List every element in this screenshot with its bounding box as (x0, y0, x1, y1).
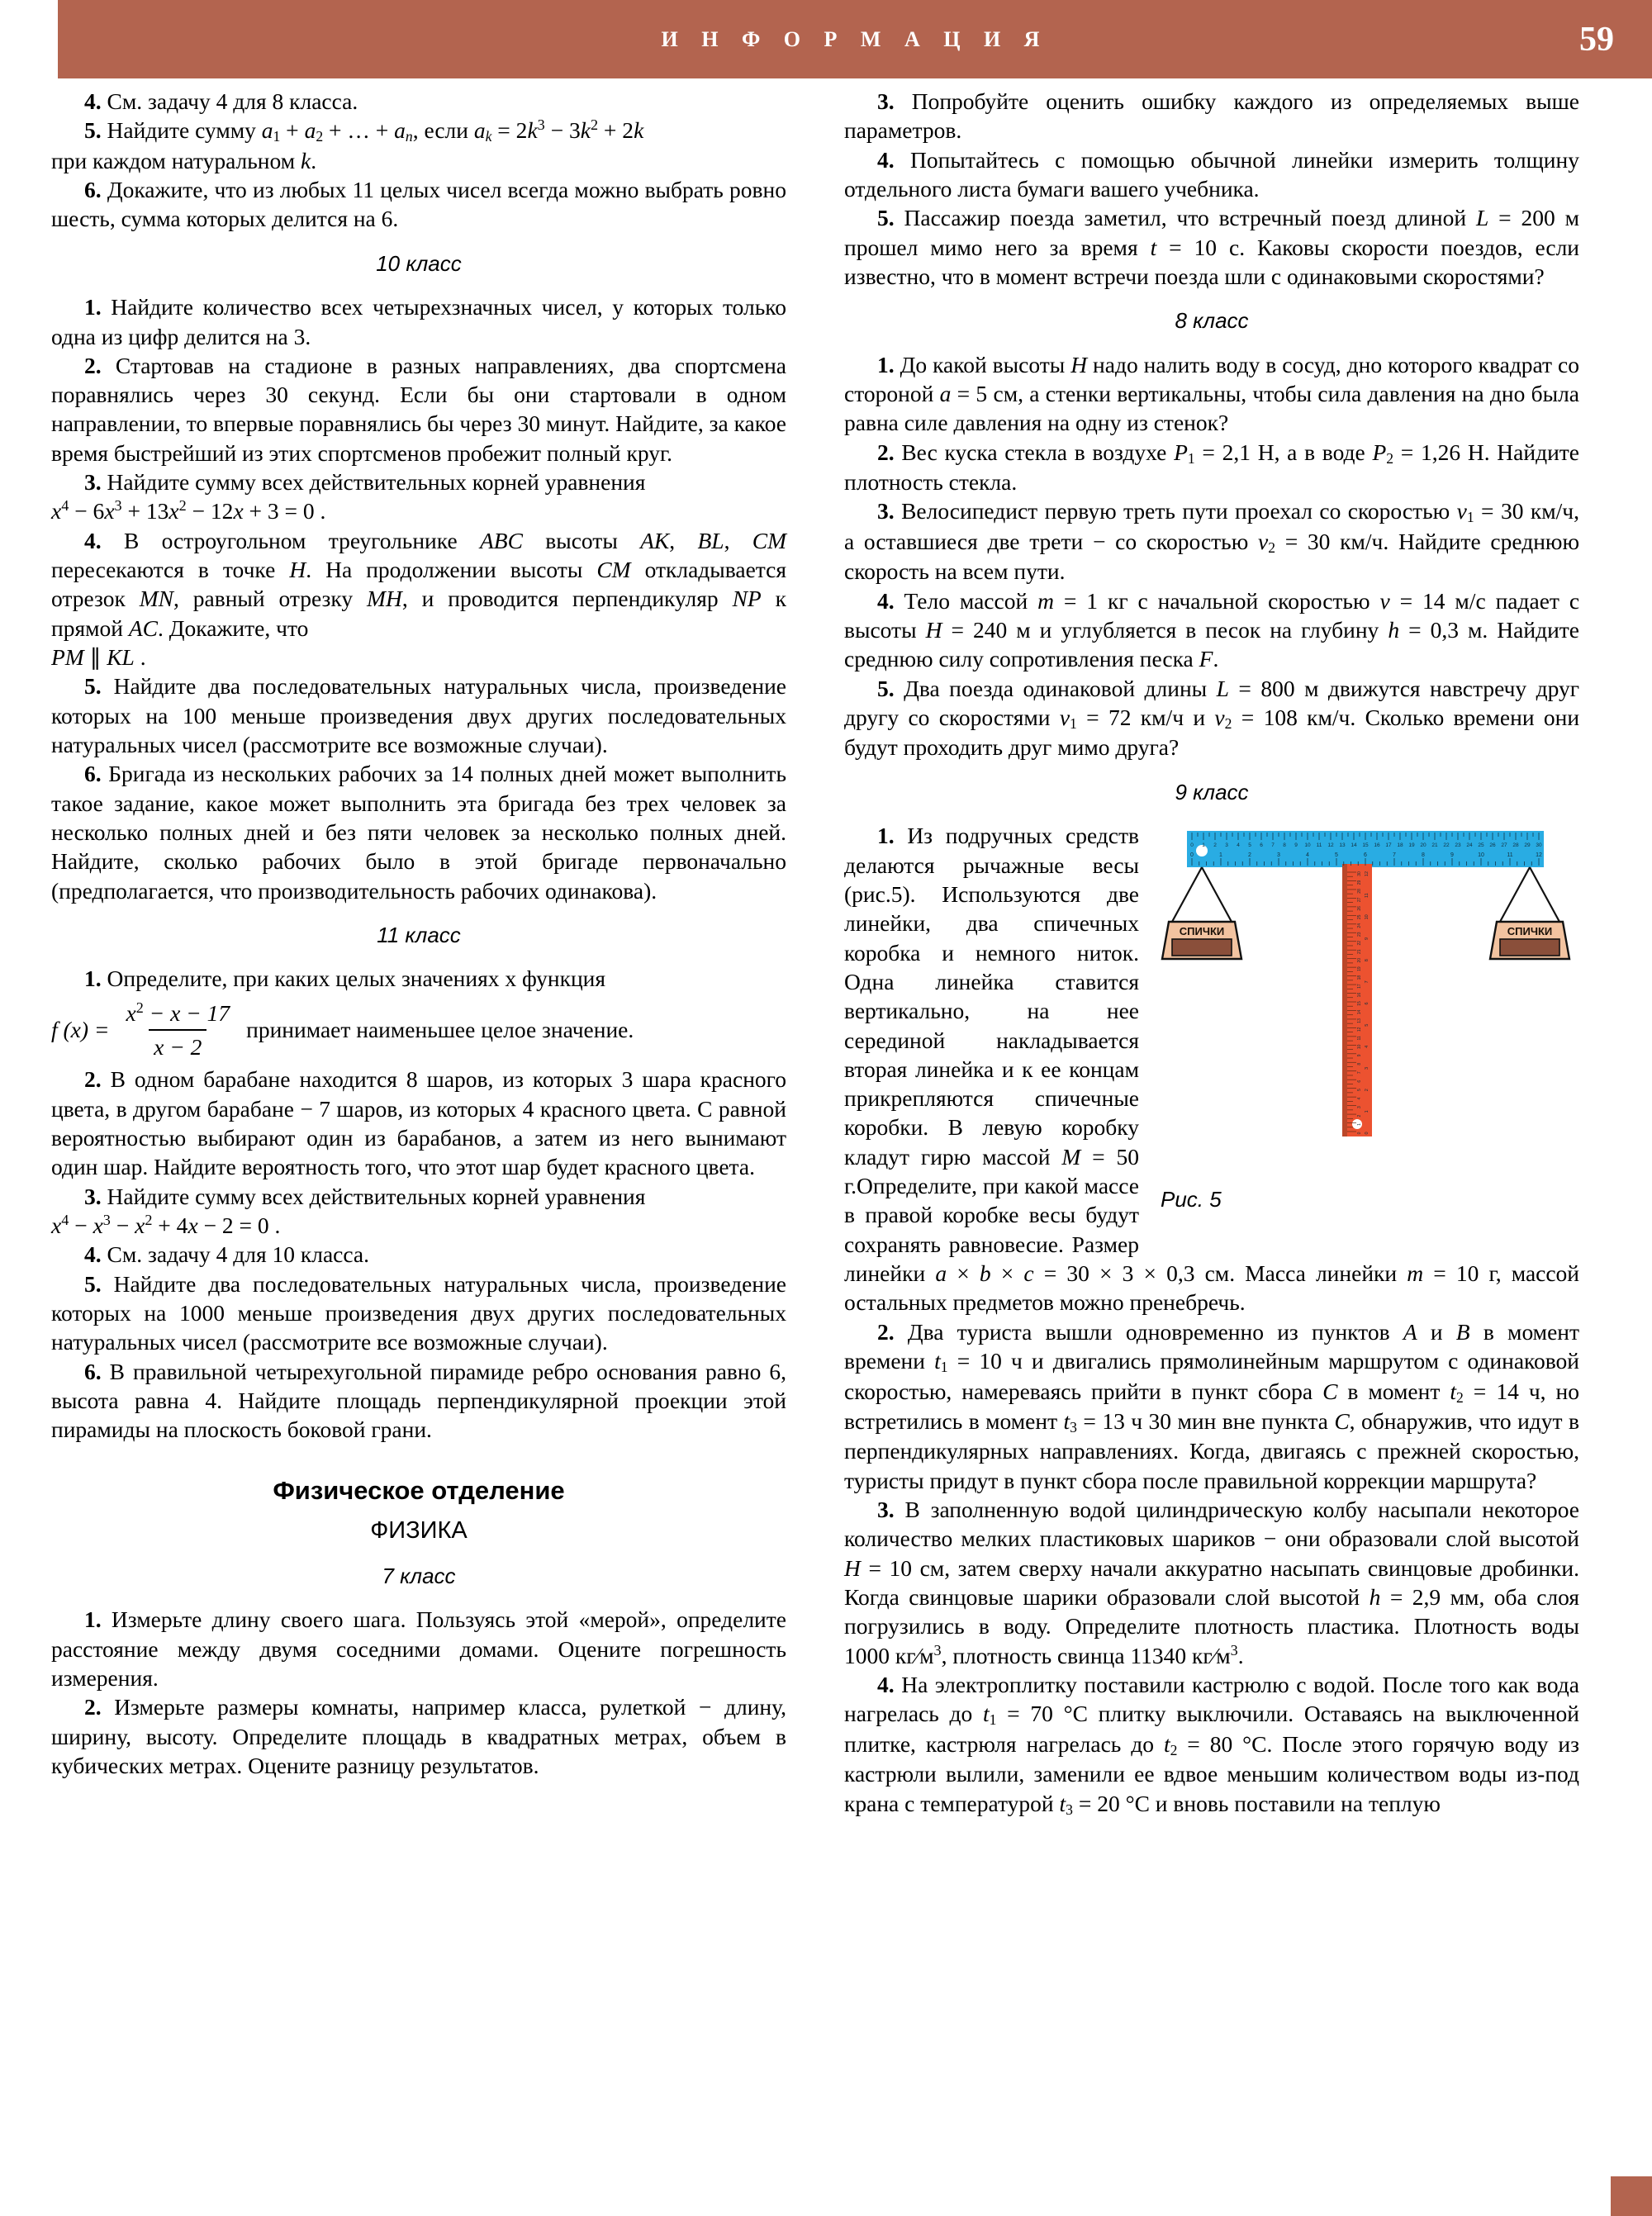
math-value: L = 800 (1216, 675, 1295, 701)
problem-text: ч и двигались прямолинейным маршрутом с одинаковой скоростью, намереваясь прийти в пункт сбора C в момент (844, 1348, 1580, 1404)
problem-text: Пассажир поезда заметил, что встречный поезд длиной (904, 205, 1467, 231)
svg-text:12: 12 (1536, 852, 1542, 859)
problem-item (844, 145, 1579, 204)
math-value: $v_1 = 30$ км/ч (1456, 498, 1574, 526)
svg-text:0: 0 (1190, 852, 1194, 859)
svg-text:27: 27 (1357, 897, 1362, 903)
svg-text:14: 14 (1351, 842, 1357, 849)
svg-text:25: 25 (1357, 914, 1362, 920)
problem-item (844, 1317, 1579, 1495)
svg-text:17: 17 (1385, 842, 1392, 849)
svg-text:15: 15 (1362, 842, 1369, 849)
math-value: M = 50 (1061, 1143, 1140, 1170)
math-expression: $a_k = 2k^3 - 3k^2 + 2k$ (473, 116, 644, 145)
math-value: m = 10 (1407, 1260, 1479, 1287)
problem-item (844, 1670, 1579, 1819)
problem-text: До какой высоты H надо налить воду в сосуд, дно которого квадрат со стороной (844, 351, 1580, 407)
problem-text: мм, оба слоя погрузились в воду. Определите плотность пластика. Плотность воды (844, 1584, 1580, 1639)
math-value: $t_3 = 13$ ч 30 мин (1063, 1408, 1217, 1435)
svg-text:21: 21 (1431, 842, 1438, 849)
problem-item (51, 1605, 786, 1692)
problem-number: 2. (84, 1694, 102, 1720)
problem-text: Найдите два последовательных натуральных числа, произведение которых на 100 меньше произведения двух других последовательных натуральных чисел (рассмотрите все возможные случаи). (51, 673, 786, 758)
svg-text:28: 28 (1357, 889, 1362, 894)
svg-text:3: 3 (1277, 852, 1280, 859)
equation-line (51, 1211, 786, 1240)
problem-item (844, 87, 1579, 145)
problem-item (51, 116, 786, 145)
problem-text: На электроплитку поставили кастрюлю с водой. После того как вода нагрелась до (844, 1672, 1579, 1727)
problem-number: 4. (877, 587, 895, 614)
problem-text: Вес куска стекла в воздухе (901, 439, 1167, 465)
svg-text:10: 10 (1478, 852, 1484, 859)
left-matchbox-label: СПИЧКИ (1179, 925, 1225, 938)
svg-text:3: 3 (1357, 1106, 1362, 1109)
svg-text:4: 4 (1365, 1046, 1370, 1049)
problem-text: , если (412, 117, 468, 144)
problem-number: 5. (877, 675, 895, 701)
problem-item (844, 1495, 1579, 1670)
math-value: $v_2 = 30$ км/ч (1257, 528, 1384, 556)
svg-text:6: 6 (1365, 1002, 1370, 1005)
svg-text:9: 9 (1365, 937, 1370, 941)
problem-text: , плотность свинца (941, 1642, 1125, 1668)
right-matchbox-label: СПИЧКИ (1507, 925, 1553, 938)
problem-item (51, 759, 786, 905)
svg-text:14: 14 (1357, 1009, 1362, 1015)
svg-text:9: 9 (1294, 842, 1298, 849)
math-value: $t_1 = 10$ (934, 1348, 1002, 1375)
problem-number: 1. (877, 823, 895, 849)
problem-text: м и углубляется в песок на глубину (1016, 617, 1379, 643)
page-header-title: И Н Ф О Р М А Ц И Я (661, 26, 1049, 51)
svg-text:2: 2 (1357, 1114, 1362, 1117)
svg-text:5: 5 (1365, 1023, 1370, 1027)
svg-text:4: 4 (1237, 842, 1240, 849)
svg-text:21: 21 (1357, 949, 1362, 955)
fraction-numerator: $x^2 - x - 17$ (126, 999, 230, 1026)
svg-text:8: 8 (1422, 852, 1425, 859)
balance-scale-illustration (1154, 824, 1579, 1179)
problem-text: . Найдите плотность стекла. (844, 439, 1580, 496)
math-value: a × b × c = 30 × 3 × 0,3 см (935, 1260, 1230, 1287)
svg-text:18: 18 (1397, 842, 1403, 849)
problem-number: 2. (84, 352, 102, 378)
problem-text: с. Каковы скорости поездов, если известно, что в момент встречи поезда шли с одинаковыми скоростями? (844, 234, 1580, 289)
svg-text:24: 24 (1357, 923, 1362, 928)
problem-text: . Найдите среднюю скорость на всем пути. (844, 528, 1580, 585)
problem-item (51, 1269, 786, 1357)
problem-item (51, 1182, 786, 1211)
svg-text:16: 16 (1357, 992, 1362, 998)
math-value: $P_1 = 2,1$ Н (1174, 439, 1275, 467)
svg-text:12: 12 (1365, 871, 1370, 877)
problem-text: кг с начальной скоростью (1107, 587, 1370, 614)
problem-text: Измерьте размеры комнаты, например класса, рулеткой − длину, ширину, высоту. Определите площадь в квадратных метрах, объем в кубических метрах. Оцените разницу результатов. (51, 1694, 786, 1778)
display-formula (51, 999, 786, 1062)
problem-item (844, 586, 1579, 674)
math-value: 11340 $кг⁄м^3$ (1130, 1641, 1238, 1668)
problem-item (844, 496, 1579, 586)
math-value: t = 10 (1150, 234, 1218, 260)
svg-text:12: 12 (1327, 842, 1334, 849)
svg-text:8: 8 (1365, 959, 1370, 962)
problem-item (51, 526, 786, 643)
problem-item (51, 175, 786, 234)
svg-text:30: 30 (1357, 871, 1362, 876)
svg-text:7: 7 (1357, 1071, 1362, 1075)
math-value: $P_2 = 1,26$ Н (1372, 439, 1484, 467)
problem-text: Попытайтесь с помощью обычной линейки измерить толщину отдельного листа бумаги вашего учебника. (844, 146, 1579, 202)
problem-number: 3. (84, 1183, 102, 1209)
problem-number: 2. (877, 439, 895, 465)
svg-text:2: 2 (1365, 1089, 1370, 1092)
problem-number: 5. (84, 673, 102, 700)
svg-text:4: 4 (1306, 852, 1309, 859)
math-value: a = 5 (939, 381, 988, 407)
problem-text: Велосипедист первую треть пути проехал со скоростью (901, 498, 1450, 524)
svg-text:7: 7 (1271, 842, 1275, 849)
svg-text:16: 16 (1374, 842, 1380, 849)
department-heading: Физическое отделение (273, 1475, 565, 1505)
svg-text:10: 10 (1365, 914, 1370, 920)
problem-text: . После этого горячую воду из кастрюли вылили, заменили ее вдвое меньшим количеством воды из-под крана с температурой (844, 1730, 1579, 1816)
svg-text:3: 3 (1225, 842, 1228, 849)
problem-text: Два туриста вышли одновременно из пунктов A и B в момент времени (844, 1318, 1580, 1374)
math-value: L = 200 (1475, 205, 1555, 231)
svg-text:8: 8 (1283, 842, 1286, 849)
section-heading-grade-10: 10 класс (376, 250, 462, 276)
svg-text:0: 0 (1190, 842, 1194, 849)
math-equation: $x^4 - 6x^3 + 13x^2 - 12x + 3 = 0$ . (51, 497, 326, 524)
problem-item (51, 351, 786, 467)
problem-number: 1. (877, 351, 895, 377)
svg-text:15: 15 (1357, 1001, 1362, 1006)
problem-number: 4. (84, 88, 102, 114)
problem-text: Стартовав на стадионе в разных направлениях, два спортсмена поравнялись через 30 секунд. Если бы они стартовали в одном направлении, то впервые поравнялись бы через 30 минут. Найдите, за какое время быстрейший из этих спортсменов пробежит полный круг. (51, 352, 787, 466)
svg-text:13: 13 (1339, 842, 1346, 849)
svg-text:29: 29 (1524, 842, 1531, 849)
svg-text:17: 17 (1357, 984, 1362, 989)
problem-item (51, 1357, 786, 1445)
problem-text: В одном барабане находится 8 шаров, из которых 3 шара красного цвета, в другом барабане − 7 шаров, из которых 4 красного цвета. С равной вероятностью выбирают один из барабанов, а затем из него вынимают один шар. Найдите вероятность того, что этот шар будет красного цвета. (51, 1066, 787, 1180)
problem-number: 4. (84, 1241, 102, 1268)
svg-text:6: 6 (1260, 842, 1263, 849)
math-value: v = 14 м/с (1379, 587, 1486, 614)
problem-text: падает с высоты (844, 587, 1580, 643)
svg-text:10: 10 (1304, 842, 1311, 849)
problem-text: м движутся навстречу друг другу со скоростями (844, 675, 1580, 731)
problem-text: . Сколько времени они будут проходить друг мимо друга? (844, 705, 1580, 761)
svg-text:23: 23 (1357, 932, 1362, 937)
math-expression: $a_1 + a_2$ + … + $a_n$ (261, 117, 413, 145)
problem-number: 3. (877, 88, 895, 114)
svg-text:6: 6 (1364, 852, 1367, 859)
math-value: h = 2,9 (1369, 1584, 1441, 1611)
svg-text:11: 11 (1365, 893, 1370, 899)
problem-text: . Масса линейки (1229, 1260, 1398, 1287)
fraction-denominator: x − 2 (149, 1029, 206, 1061)
svg-text:1: 1 (1219, 852, 1222, 859)
svg-text:11: 11 (1507, 852, 1513, 859)
section-heading-grade-7: 7 класс (382, 1563, 456, 1588)
equation-line (51, 643, 786, 671)
right-matchbox-icon (1490, 922, 1569, 959)
vertical-ruler-icon (1342, 864, 1372, 1136)
problem-number: 1. (84, 966, 102, 992)
left-string (1172, 867, 1232, 922)
svg-text:19: 19 (1357, 966, 1362, 972)
svg-text:28: 28 (1512, 842, 1519, 849)
problem-number: 4. (877, 1672, 895, 1698)
problem-text: Из подручных средств делаются рычажные весы (рис.5). Используются две линейки, два спичечных коробка и немного ниток. Одна линейка ставится вертикально, на нее серединой накладывается вторая линейка и к ее концам прикрепляются спичечные коробки. В левую коробку кладут гирю массой (844, 823, 1139, 1170)
problem-item (51, 87, 786, 116)
math-value: m = 1 (1037, 587, 1099, 614)
math-equation: PM ∥ KL . (51, 644, 146, 671)
problem-text: и вновь поставили на теплую (1155, 1790, 1441, 1816)
problem-number: 6. (84, 177, 102, 203)
problem-number: 3. (877, 498, 895, 524)
figure-balance-scale (1154, 824, 1579, 1237)
page-number: 59 (1579, 20, 1614, 59)
math-value: H = 10 (844, 1554, 913, 1581)
svg-text:8: 8 (1357, 1063, 1362, 1065)
math-value: $t_2 = 80$ °C (1163, 1730, 1267, 1758)
problem-text: г.Определите, при какой массе в правой коробке весы будут сохранять равновесие. Размер линейки (844, 1173, 1139, 1287)
problem-text: См. задачу 4 для 8 класса. (107, 88, 358, 114)
svg-text:26: 26 (1489, 842, 1496, 849)
problem-text: см, затем сверху начали аккуратно насыпать свинцовые дробинки. Когда свинцовые шарики образовали слой высотой (844, 1554, 1580, 1611)
problem-item (51, 292, 786, 351)
problem-text: и (1193, 705, 1206, 731)
problem-text: Докажите, что из любых 11 целых чисел всегда можно выбрать ровно шесть, сумма которых делится на 6. (51, 177, 786, 232)
equation-line (51, 496, 786, 525)
problem-item (51, 1065, 786, 1181)
problem-text: м. Найдите среднюю силу сопротивления песка F. (844, 617, 1580, 672)
problem-text: Найдите сумму всех действительных корней уравнения (107, 1183, 646, 1209)
math-value: H = 240 (925, 617, 1008, 643)
svg-text:3: 3 (1365, 1067, 1370, 1070)
figure-caption: Рис. 5 (1161, 1187, 1222, 1212)
problem-text: . (1237, 1642, 1244, 1668)
problem-number: 6. (84, 761, 102, 787)
svg-text:5: 5 (1335, 852, 1338, 859)
problem-number: 3. (84, 469, 102, 496)
svg-text:23: 23 (1455, 842, 1461, 849)
problem-number: 3. (877, 1497, 895, 1523)
svg-text:27: 27 (1501, 842, 1507, 849)
problem-text: плитку выключили. Оставаясь на выключенной плитке, кастрюля нагрелась до (844, 1701, 1580, 1757)
math-value: $v_2 = 108$ км/ч (1214, 705, 1351, 732)
formula-lhs: f (x) = (51, 1017, 110, 1043)
svg-text:1: 1 (1365, 1110, 1370, 1113)
svg-text:12: 12 (1357, 1027, 1362, 1032)
svg-text:9: 9 (1450, 852, 1454, 859)
problem-text: В заполненную водой цилиндрическую колбу насыпали некоторое количество мелких пластиковых шариков − они образовали слой высотой (844, 1497, 1579, 1552)
section-heading-grade-11: 11 класс (377, 923, 461, 948)
svg-text:0: 0 (1357, 1132, 1362, 1135)
svg-text:10: 10 (1357, 1044, 1362, 1050)
problem-number: 5. (84, 117, 102, 144)
problem-item (51, 467, 786, 496)
problem-text: Два поезда одинаковой длины (904, 675, 1208, 701)
fraction (121, 999, 235, 1062)
formula-trailing-text: принимает наименьшее целое значение. (246, 1017, 634, 1043)
math-value: h = 0,3 (1388, 617, 1459, 643)
math-value: $v_1 = 72$ км/ч (1059, 705, 1184, 732)
svg-text:1: 1 (1202, 842, 1205, 849)
problem-item (844, 350, 1579, 438)
svg-text:0: 0 (1365, 1132, 1370, 1135)
problem-text: См. задачу 4 для 10 класса. (107, 1241, 369, 1268)
problem-text: Попробуйте оценить ошибку каждого из определяемых выше параметров. (844, 88, 1579, 144)
svg-text:7: 7 (1393, 852, 1396, 859)
problem-number: 5. (877, 205, 895, 231)
svg-text:19: 19 (1408, 842, 1415, 849)
svg-text:20: 20 (1357, 958, 1362, 963)
problem-text: Найдите сумму всех действительных корней уравнения (107, 469, 646, 496)
right-string (1500, 867, 1559, 922)
section-heading-grade-8: 8 класс (1175, 308, 1249, 334)
svg-text:1: 1 (1357, 1123, 1362, 1127)
svg-text:29: 29 (1357, 880, 1362, 885)
math-value: $t_3 = 20$ °C (1059, 1790, 1150, 1818)
svg-text:13: 13 (1357, 1018, 1362, 1023)
problem-text: В правильной четырехугольной пирамиде ребро основания равно 6, высота равна 4. Найдите площадь перпендикулярной проекции этой пирамиды на плоскость боковой грани. (51, 1358, 786, 1443)
svg-text:7: 7 (1365, 980, 1370, 984)
problem-text: В остроугольном треугольнике ABC высоты AK, BL, CM пересекаются в точке H. На продолжении высоты CM откладывается отрезок MN, равный отрезку MH, и проводится перпендикуляр NP к прямой AC. Докажите, что (51, 527, 787, 641)
svg-text:22: 22 (1357, 941, 1362, 946)
page-body (0, 87, 1652, 2216)
svg-text:5: 5 (1357, 1089, 1362, 1092)
page-header-band (58, 0, 1652, 78)
problem-item (844, 674, 1579, 762)
problem-number: 2. (877, 1318, 895, 1345)
math-value: $t_2 = 14$ (1450, 1378, 1519, 1406)
problem-item (51, 671, 786, 759)
left-matchbox-icon (1162, 922, 1241, 959)
right-column (844, 87, 1579, 1819)
problem-item (844, 438, 1579, 497)
problem-text: Найдите количество всех четырехзначных чисел, у которых только одна из цифр делится на 3. (51, 294, 787, 349)
math-value: 1000 $кг⁄м^3$ (844, 1641, 942, 1668)
problem-number: 1. (84, 1606, 102, 1633)
svg-text:2: 2 (1248, 852, 1251, 859)
math-value: $t_1 = 70$ °C (983, 1701, 1088, 1729)
problem-text: Найдите два последовательных натуральных числа, произведение которых на 1000 меньше произведения двух других последовательных натуральных чисел (рассмотрите все возможные случаи). (51, 1270, 786, 1355)
svg-text:25: 25 (1478, 842, 1484, 849)
problem-text: ч, но встретились в момент (844, 1378, 1579, 1435)
problem-number: 2. (84, 1066, 102, 1093)
problem-number: 5. (84, 1270, 102, 1297)
svg-text:26: 26 (1357, 906, 1362, 911)
problem-text: Тело массой (904, 587, 1028, 614)
math-equation: $x^4 - x^3 - x^2 + 4x - 2 = 0$ . (51, 1212, 281, 1239)
subject-heading: ФИЗИКА (370, 1516, 468, 1544)
problem-number: 4. (877, 146, 895, 173)
svg-text:18: 18 (1357, 975, 1362, 980)
problem-text-continued: при каждом натуральном k. (51, 147, 317, 173)
svg-text:9: 9 (1357, 1054, 1362, 1057)
problem-number: 6. (84, 1358, 102, 1384)
problem-text: см, а стенки вертикальны, чтобы сила давления на дно была равна силе давления на одну из стенок? (844, 381, 1580, 436)
problem-text: г, массой остальных предметов можно пренебречь. (844, 1260, 1580, 1316)
problem-text: Измерьте длину своего шага. Пользуясь этой «мерой», определите расстояние между двумя соседними домами. Оцените погрешность измерения. (51, 1606, 786, 1691)
svg-text:6: 6 (1357, 1080, 1362, 1083)
problem-number: 4. (84, 527, 102, 553)
problem-item (51, 964, 786, 993)
problem-text: вне пункта C, обнаружив, что идут в перпендикулярных направлениях. Когда, двигаясь с прежней скоростью, туристы придут в пункт сбора после правильной коррекции маршрута? (844, 1408, 1579, 1493)
problem-text: Определите, при каких целых значениях x функция (107, 966, 606, 992)
problem-text: , а в воде (1274, 439, 1365, 465)
problem-item (51, 1692, 786, 1780)
problem-item (51, 1240, 786, 1269)
svg-text:4: 4 (1357, 1097, 1362, 1100)
svg-text:5: 5 (1248, 842, 1251, 849)
problem-text: , а оставшиеся две трети − со скоростью (844, 498, 1580, 554)
left-column (51, 87, 786, 1780)
svg-text:30: 30 (1536, 842, 1542, 849)
svg-text:11: 11 (1357, 1036, 1362, 1041)
svg-text:2: 2 (1213, 842, 1217, 849)
svg-text:11: 11 (1316, 842, 1322, 849)
problem-text: м прошел мимо него за время (844, 205, 1580, 260)
problem-text: Найдите сумму (107, 117, 256, 144)
problem-item (844, 203, 1579, 291)
svg-text:20: 20 (1420, 842, 1427, 849)
section-heading-grade-9: 9 класс (1175, 779, 1249, 804)
problem-text: Бригада из нескольких рабочих за 14 полных дней может выполнить такое задание, какое может выполнить эта бригада без трех человек за несколько полных дней и без пяти человек за несколько полных дней. Найдите, сколько рабочих было в этой бригаде первоначально (предполагается, что производительность рабочих одинакова). (51, 761, 786, 904)
svg-text:22: 22 (1443, 842, 1450, 849)
problem-number: 1. (84, 294, 102, 320)
svg-text:24: 24 (1466, 842, 1473, 849)
